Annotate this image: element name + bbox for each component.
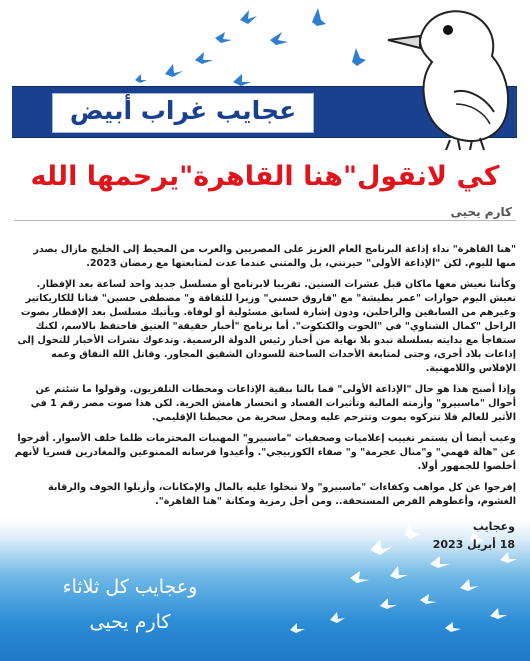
dove-icon xyxy=(490,608,507,619)
article-paragraph: "هنا القاهرة" نداء إذاعة البرنامج العام العزيز على المصريين والعرب من المحيط إلى الخليج مازال يصدر منها لليوم. لكن "الإذاعة الأولى" حيرتني، بل والمتني عندما عدت لمتابعتها مع رمضان 2023. xyxy=(33,244,516,269)
bird-icon xyxy=(215,32,232,43)
article-author: كارم يحيى xyxy=(450,205,512,219)
white-crow-icon xyxy=(380,0,530,152)
bird-icon xyxy=(165,64,183,77)
dove-icon xyxy=(330,612,345,623)
article-paragraph: إفرجوا عن كل مواهب وكفاءات "ماسبيرو" ولا تبخلوا عليه بالمال والإمكانات، وأزيلوا الخوف والرقابة الغشوم، وأعطوهم الفرص المستحقة.. ومن أجل رمزية ومكانة "هنا القاهرة". xyxy=(48,482,516,507)
article-body xyxy=(14,243,516,516)
dove-icon xyxy=(290,623,305,633)
bird-icon xyxy=(195,52,213,64)
dove-icon xyxy=(380,598,397,609)
article-headline: كي لانقول"هنا القاهرة"يرحمها الله xyxy=(30,161,500,192)
divider xyxy=(14,220,516,221)
banner-title: عجايب غراب أبيض xyxy=(69,96,297,125)
dove-icon xyxy=(460,579,479,591)
bird-icon xyxy=(240,10,257,24)
dove-icon xyxy=(445,622,461,632)
bird-icon xyxy=(270,32,288,45)
dove-icon xyxy=(370,540,392,555)
dove-icon xyxy=(390,566,408,579)
dove-icon xyxy=(350,571,369,583)
bird-icon xyxy=(135,74,147,83)
footer-tagline: وعجايب كل ثلاثاء xyxy=(62,576,198,598)
footer-author: كارم يحيى xyxy=(89,611,171,633)
article-paragraph: وعيب أيضا أن يستمر تغييب إعلاميات وصحفيات "ماسبيرو" المهنيات المحترمات ظلما خلف الأسوار. أفرجوا عن "هالة فهمي" و"منال عجرمة" و" صفاء الكوربيجي". وأعيدوا فرسانه الممنوعين والمغادرين قسريا لأنهم أخلصوا للجمهور أولا. xyxy=(14,433,516,472)
dove-icon xyxy=(500,552,517,563)
bird-icon xyxy=(233,74,251,86)
signature-date: 18 أبريل 2023 xyxy=(432,538,515,551)
bird-icon xyxy=(312,8,326,26)
signature-label: وعجايب xyxy=(472,520,515,533)
dove-icon xyxy=(430,556,450,568)
article-paragraph: وإذا أصبح هذا هو حال "الإذاعة الأولى" فما بالنا ببقية الإذاعات ومحطات التلفزيون. وقولوا ما شئتم عن أحوال "ماسبيرو" وأزمته المالية وتأثيرات الفساد و انحسار هامش الحرية. لكن هذا صوت مصر رقم 1 في الأثير للعالم فلا تتركوه يموت وتترحم عليه ومحل سخرية من محيطنا الإقليمي. xyxy=(30,384,516,423)
dove-icon xyxy=(420,594,437,604)
article-paragraph: وكأننا نعيش معها ماكان قبل عشرات السنين. تقريبا لابرنامج أو مسلسل جديد واحد لساعة بعد الإفطار. تعيش اليوم حوارات "عمر بطيشة" مع "فاروق حسني" وزيرا للثقافة و" مصطفى حسين" فنانا للكاريكاتير وغيرهم من السابقين والراحلين، ودون إشارة لسابق مسئولية أو لوفاة. ويأتيك مسلسل بعد الإفطار بصوت الراحل "كمال الشناوي" في "الحوت والكتكوت". أما برنامج "أخبار حقيقة" العتيق فاحتفظ بالاسم، لكنك ستفاجأ مع بدايته بسلسلة تبدو بلا نهاية من أخبار رئيس الدولة الرسمية. وتدعوك نشرات الأخبار للتحول إلى إذاعات بلاد أخرى، وحتى لمتابعة الأحداث الساخنة للسودان الشقيق المجاور. وقاتل الله النفاق وعمه الإفلاس واللامهنية. xyxy=(17,279,516,374)
bird-icon xyxy=(352,48,366,66)
